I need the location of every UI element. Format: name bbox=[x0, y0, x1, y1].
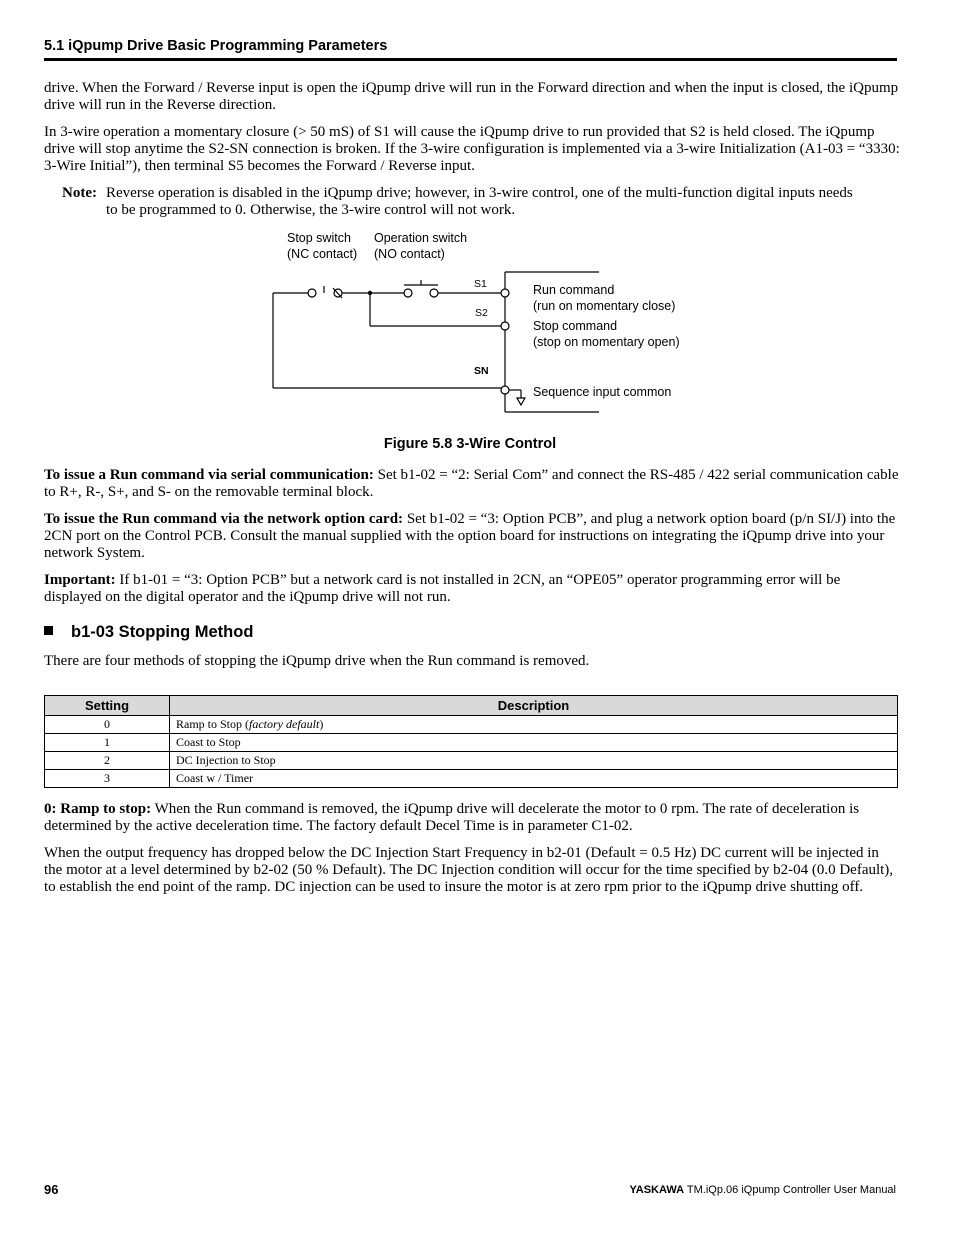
description-emphasis: factory default bbox=[249, 717, 320, 731]
run-command-label bbox=[533, 282, 675, 314]
operation-switch-contact-right bbox=[430, 289, 438, 297]
table-header-row bbox=[45, 696, 898, 716]
table-row bbox=[45, 734, 898, 752]
stopping-method-table bbox=[44, 695, 898, 788]
ramp-lead: 0: Ramp to stop: bbox=[44, 801, 152, 817]
bullet-square-icon bbox=[44, 626, 53, 635]
header-description: Description bbox=[170, 696, 898, 716]
stop-switch-type: (NC contact) bbox=[287, 247, 358, 261]
serial-text: Set b1-02 = “2: Serial Com” and connect the RS-485 / 422 serial communication cable to R+, R-, S+, and S- on the removable terminal block. bbox=[44, 467, 899, 500]
note-text: Reverse operation is disabled in the iQpump drive; however, in 3-wire control, one of the multi-function digital inputs needs to be programmed to 0. Otherwise, the 3-wire control will not work. bbox=[106, 185, 853, 218]
dc-injection-paragraph: When the output frequency has dropped below the DC Injection Start Frequency in b2-01 (Default = 0.5 Hz) DC current will be injected in the motor at a level determined by b2-02 (50 % Default). The DC Injection condition will occur for the time specified by b2-04 (0.0 Default), to establish the end point of the ramp. DC injection can be used to insure the motor is at zero rpm prior to the iQpump drive shutting off. bbox=[44, 845, 894, 895]
description-cell: Coast w / Timer bbox=[170, 770, 898, 788]
table-row bbox=[45, 752, 898, 770]
important-paragraph bbox=[44, 572, 900, 606]
note-label: Note: bbox=[62, 185, 97, 201]
stop-command-note: (stop on momentary open) bbox=[533, 335, 680, 349]
serial-lead: To issue a Run command via serial communication: bbox=[44, 467, 374, 483]
terminal-s1 bbox=[501, 289, 509, 297]
setting-cell: 2 bbox=[45, 752, 170, 770]
sequence-common-label: Sequence input common bbox=[533, 385, 672, 399]
important-lead: Important: bbox=[44, 572, 116, 588]
figure-caption: Figure 5.8 3-Wire Control bbox=[383, 436, 557, 452]
important-text: If b1-01 = “3: Option PCB” but a network card is not installed in 2CN, an “OPE05” operator programming error will be displayed on the digital operator and the iQpump drive will not run. bbox=[44, 572, 841, 605]
description-text: Ramp to Stop ( bbox=[176, 717, 250, 731]
ground-icon bbox=[517, 398, 525, 405]
network-paragraph bbox=[44, 511, 900, 562]
stop-switch-name: Stop switch bbox=[287, 231, 351, 245]
ramp-text: When the Run command is removed, the iQpump drive will decelerate the motor to 0 rpm. The rate of deceleration is determined by the active deceleration time. The factory default Decel Time is in parameter C1-02. bbox=[44, 801, 860, 834]
operation-switch-label bbox=[374, 230, 467, 262]
footer-manual: TM.iQp.06 iQpump Controller User Manual bbox=[684, 1184, 896, 1196]
description-tail: ) bbox=[319, 717, 324, 731]
run-command-note: (run on momentary close) bbox=[533, 299, 676, 313]
terminal-sn bbox=[501, 386, 509, 394]
junction-dot bbox=[368, 291, 372, 295]
intro-paragraph-2: In 3-wire operation a momentary closure (> 50 mS) of S1 will cause the iQpump drive to run provided that S2 is held closed. The iQpump drive will stop anytime the S2-SN connection is broken. If the 3-wire configuration is implemented via a 3-wire Initialization (A1-03 = “3330: 3-Wire Initial”), then terminal S5 becomes the Forward / Reverse input. bbox=[44, 124, 900, 174]
stop-switch-contact-left bbox=[308, 289, 316, 297]
section-intro: There are four methods of stopping the iQpump drive when the Run command is removed. bbox=[44, 653, 590, 669]
terminal-s2 bbox=[501, 322, 509, 330]
stop-switch-label bbox=[287, 230, 357, 262]
description-cell: Coast to Stop bbox=[170, 734, 898, 752]
network-lead: To issue the Run command via the network option card: bbox=[44, 511, 404, 527]
intro-paragraph-1: drive. When the Forward / Reverse input is open the iQpump drive will run in the Forward direction and when the input is closed, the iQpump drive will run in the Reverse direction. bbox=[44, 80, 899, 113]
description-cell: DC Injection to Stop bbox=[170, 752, 898, 770]
footer-brand: YASKAWA bbox=[629, 1184, 685, 1196]
terminal-s1-label: S1 bbox=[474, 278, 487, 290]
section-title: b1-03 Stopping Method bbox=[71, 623, 254, 641]
serial-paragraph bbox=[44, 467, 900, 501]
description-cell bbox=[170, 716, 898, 734]
ramp-paragraph bbox=[44, 801, 900, 835]
page-number: 96 bbox=[44, 1182, 59, 1197]
terminal-s2-label: S2 bbox=[475, 307, 488, 319]
footer-manual-title bbox=[629, 1184, 896, 1196]
network-text: Set b1-02 = “3: Option PCB”, and plug a network option board (p/n SI/J) into the 2CN port on the Control PCB. Consult the manual supplied with the option board for instructions on integrating the iQpump drive into your network System. bbox=[44, 511, 896, 561]
operation-switch-contact-left bbox=[404, 289, 412, 297]
stop-command-label bbox=[533, 318, 680, 350]
section-header-title: 5.1 iQpump Drive Basic Programming Parameters bbox=[44, 38, 388, 54]
stop-command-name: Stop command bbox=[533, 319, 618, 333]
setting-cell: 1 bbox=[45, 734, 170, 752]
section-heading bbox=[44, 623, 253, 642]
table-row bbox=[45, 770, 898, 788]
setting-cell: 0 bbox=[45, 716, 170, 734]
setting-cell: 3 bbox=[45, 770, 170, 788]
terminal-sn-label: SN bbox=[474, 365, 489, 377]
run-command-name: Run command bbox=[533, 283, 615, 297]
table-row bbox=[45, 716, 898, 734]
operation-switch-name: Operation switch bbox=[374, 231, 468, 245]
operation-switch-type: (NO contact) bbox=[374, 247, 445, 261]
header-setting: Setting bbox=[45, 696, 170, 716]
